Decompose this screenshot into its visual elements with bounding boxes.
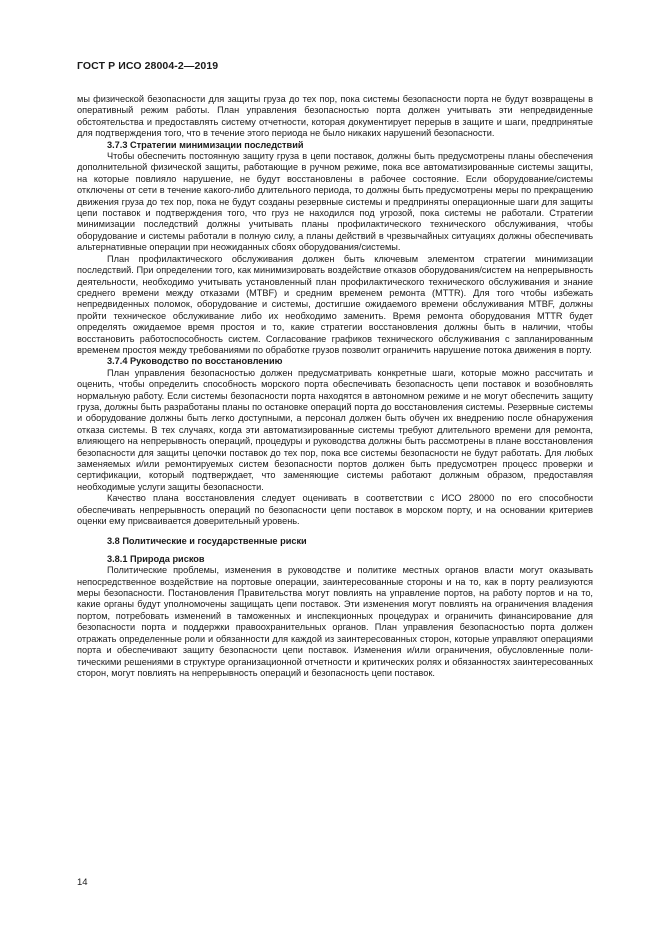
section-heading-3-8-1: 3.8.1 Природа рисков bbox=[107, 553, 205, 564]
page-number: 14 bbox=[77, 877, 88, 888]
document-body bbox=[77, 94, 593, 679]
paragraph-mitigation-1: Чтобы обеспечить постоянную защиту груза в цепи поставок, должны быть предусмотрены планы обеспечения дополнительной физической защиты, работающие в ручном режиме, пока все автоматизированные системы защиты, на которые повлияло нарушение, не будут восстановлены в рабочее состояние. Если оборудование/системы отключены от сети в течение какого-либо длительного периода, то должны быть предусмотрены меры по прекращению движения груза до тех пор, пока не будут созданы резервные системы и предприняты операционные шаги для защиты цепи поставок и подтверждения того, что груз не находился под угрозой, пока системы не работали. Стратегии минимизации последствий должны учитывать планы профилактического технического обслуживания, чтобы оборудование и системы работали в полную силу, а планы действий в чрезвычайных ситуациях должны обеспечивать альтернативные операции при неожиданных сбоях оборудования/системы. bbox=[77, 151, 593, 253]
paragraph-recovery-1: План управления безопасностью должен предусматривать конкретные шаги, которые можно рассчитать и оценить, чтобы определить способность морского порта обеспечивать безопасность цепи поставок и возобновлять нормальную работу. Если системы безопасности порта находятся в автономном режиме и не могут обеспечить защиту груза, должны быть разработаны планы по остановке операций порта до восстановления системы. Резервные системы и оборудование должны быть легко доступными, а персонал должен быть обучен их внедрению после обнаружения отказа системы. В тех случаях, когда эти автоматизированные системы требуют длительного времени для ремонта, влияющего на непрерывность операций, процедуры и руководства должны быть рассмотрены в плане восстановления безопасности для защиты цепочки поставок до тех пор, пока все системы безопасности не будут работать. Для любых заменяемых и/или ремонтируемых систем безопасности портов должен быть предусмотрен процесс проверки и сертификации, который подтверждает, что заменяющие системы работают должным образом, предоставляя необходимые услуги защиты безопасности. bbox=[77, 367, 593, 492]
section-heading-3-8: 3.8 Политические и государственные риски bbox=[107, 536, 307, 547]
paragraph-continuation: мы физической безопасности для защиты груза до тех пор, пока системы безопасности порта не будут возвращены в оперативный режим работы. План управления безопасностью порта должен учитывать эти непредвиденные обстоятельства и предоставлять систему отчетности, которая документирует перерыв в защите и шаги, предпринятые для подтверждения того, что в течение этого периода не было никаких нарушений безопасности. bbox=[77, 94, 593, 139]
paragraph-recovery-2: Качество плана восстановления следует оценивать в соответствии с ИСО 28000 по его способности обеспечивать непрерывность операций по безопасности цепи поставок в морском порту, и на основании критериев оценки ему присваивается доверительный уровень. bbox=[77, 493, 593, 527]
paragraph-risks: Политические проблемы, изменения в руководстве и политике местных органов власти могут оказывать непосредственное воздействие на портовые операции, заинтересованные стороны и на то, как в порту реализуются меры безопасности. Постановления Правительства могут повлиять на управление портов, на работу портов и на то, какие органы будут уполномочены защищать цепи поставок. Эти изменения могут повлиять на ограничения владения портом, потребовать изменений в таможенных и инспекционных процедурах и ограничить финансирование для безопасности порта и поддержки правоохранительных органов. План управления безопасностью порта должен отражать определенные роли и обязанности для каждой из заинтересованных сторон, которые управляют операциями порта и обеспечивают защиту безопасности цепи поставок. Изменения и/или ограничения, обусловленные политическими решениями в структуре организационной отчетности и критических ролях и обязанностях заинтересованных сторон, могут повлиять на непрерывность операций и безопасность цепи поставок. bbox=[77, 565, 593, 678]
paragraph-mitigation-2: План профилактического обслуживания должен быть ключевым элементом стратегии минимизации последствий. При определении того, как минимизировать воздействие отказов оборудования/систем на непрерывность деятельности, необходимо учитывать установленный план профилактического технического обслуживания и знание среднего времени между отказами (MTBF) и средним временем ремонта (MTTR). Для того чтобы избежать непредвиденных поломок, оборудование и системы, достигшие ожидаемого времени обслуживания MTBF, должны пройти техническое обслуживание либо их необходимо заменить. Время ремонта оборудования MTTR будет определять ожидаемое время простоя и то, какие стратегии восстановления должны быть в наличии, чтобы восстановить работоспособность систем. Согласование графиков технического обслуживания с запланированным временем простоя между требованиями по обработке грузов позволит ограничить нарушение потока движения в порту. bbox=[77, 253, 593, 355]
section-heading-3-7-4: 3.7.4 Руководство по восстановлению bbox=[107, 356, 283, 367]
section-heading-3-7-3: 3.7.3 Стратегии минимизации последствий bbox=[107, 139, 304, 150]
document-header: ГОСТ Р ИСО 28004-2—2019 bbox=[77, 60, 219, 72]
